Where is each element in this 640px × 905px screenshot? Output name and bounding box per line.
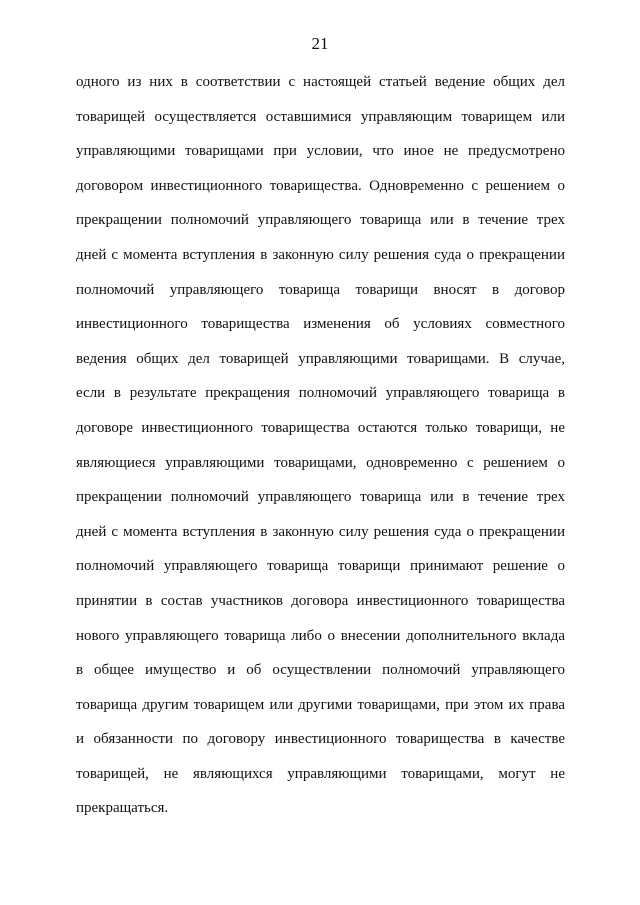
text-line-11: договоре инвестиционного товарищества остаются только товарищи, не [76,419,565,436]
text-line-22: прекращаться. [76,800,169,817]
text-line-15: полномочий управляющего товарища товарищи принимают решение о [76,558,565,575]
text-line-9: ведения общих дел товарищей управляющими товарищами. В случае, [76,350,565,367]
text-line-5: прекращении полномочий управляющего товарища или в течение трех [76,212,565,229]
text-line-7: полномочий управляющего товарища товарищи вносят в договор [76,281,565,298]
text-line-21: товарищей, не являющихся управляющими товарищами, могут не [76,765,565,782]
text-line-16: принятии в состав участников договора инвестиционного товарищества [76,592,565,609]
text-line-10: если в результате прекращения полномочий управляющего товарища в [76,385,565,402]
text-line-13: прекращении полномочий управляющего товарища или в течение трех [76,489,565,506]
page-number: 21 [311,34,329,53]
text-line-3: управляющими товарищами при условии, что иное не предусмотрено [76,143,565,160]
text-line-4: договором инвестиционного товарищества. Одновременно с решением о [76,177,565,194]
text-line-18: в общее имущество и об осуществлении полномочий управляющего [76,662,565,679]
text-line-12: являющиеся управляющими товарищами, одновременно с решением о [76,454,565,471]
text-line-6: дней с момента вступления в законную силу решения суда о прекращении [76,246,565,263]
text-line-14: дней с момента вступления в законную силу решения суда о прекращении [76,523,565,540]
text-line-17: нового управляющего товарища либо о внесении дополнительного вклада [76,627,565,644]
body-paragraph [76,65,565,826]
text-line-19: товарища другим товарищем или другими товарищами, при этом их права [76,696,565,713]
text-line-2: товарищей осуществляется оставшимися управляющим товарищем или [76,108,565,125]
text-line-1: одного из них в соответствии с настоящей статьей ведение общих дел [76,74,565,90]
text-line-8: инвестиционного товарищества изменения об условиях совместного [76,316,565,333]
text-line-20: и обязанности по договору инвестиционного товарищества в качестве [76,731,565,748]
